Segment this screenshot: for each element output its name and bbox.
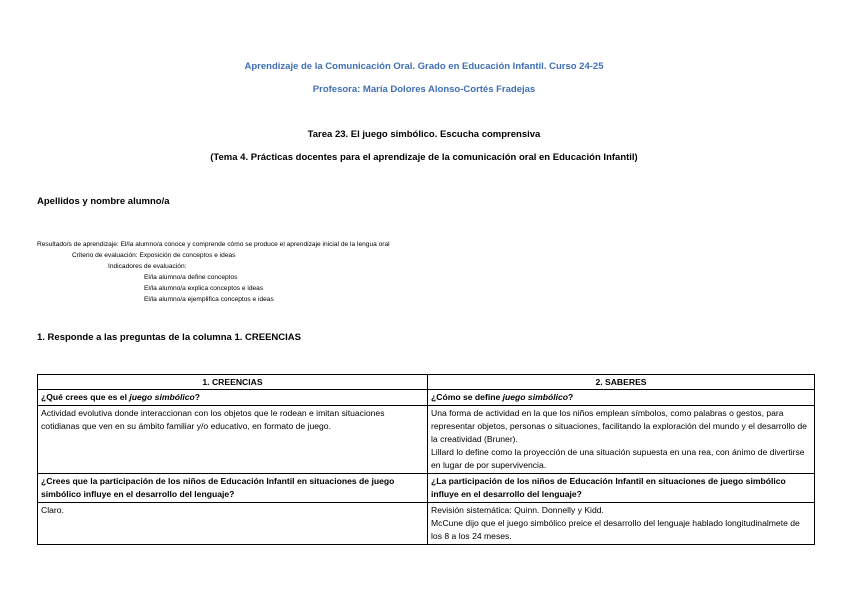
indicators-label: Indicadores de evaluación: <box>108 263 187 270</box>
question-term: juego simbólico <box>129 392 195 402</box>
answer-cell[interactable]: Claro. <box>38 503 428 545</box>
indicator-item: El/la alumno/a define conceptos <box>144 274 238 281</box>
question-text: ¿Cómo se define <box>431 392 503 402</box>
task-subtitle: (Tema 4. Prácticas docentes para el aprendizaje de la comunicación oral en Educación Infantil) <box>210 152 638 163</box>
answer-paragraph: Una forma de actividad en la que los niños emplean símbolos, como palabras o gestos, para representar objetos, personas o situaciones, facilitando la exploración del mundo y el desarrollo de la creatividad (Bruner). <box>431 408 807 444</box>
col-header-saberes: 2. SABERES <box>428 375 815 390</box>
col-header-creencias: 1. CREENCIAS <box>38 375 428 390</box>
question-cell <box>38 390 428 406</box>
beliefs-knowledge-table <box>37 374 815 545</box>
question-row <box>38 390 815 406</box>
instruction: 1. Responde a las preguntas de la columna 1. CREENCIAS <box>37 332 301 343</box>
evaluation-criterion: Criterio de evaluación: Exposición de conceptos e ideas <box>72 252 236 259</box>
answer-paragraph: McCune dijo que el juego simbólico preice el desarrollo del lenguaje hablado longitudinalmete de los 8 a los 24 meses. <box>431 518 800 541</box>
task-title: Tarea 23. El juego simbólico. Escucha comprensiva <box>307 129 541 140</box>
learning-outcome: Resultado/s de aprendizaje: El/la alumno/a conoce y comprende cómo se produce el aprendizaje inicial de la lengua oral <box>37 241 390 248</box>
answer-row <box>38 406 815 474</box>
answer-paragraph: Revisión sistemática: Quinn. Donnelly y Kidd. <box>431 505 604 515</box>
indicator-item: El/la alumno/a explica conceptos e ideas <box>144 285 264 292</box>
table-header-row <box>38 375 815 390</box>
answer-paragraph: Lillard lo define como la proyección de una situación supuesta en una rea, con ánimo de divertirse en lugar de por supervivencia. <box>431 447 805 470</box>
teacher-header: Profesora: María Dolores Alonso-Cortés Fradejas <box>312 84 536 95</box>
answer-row <box>38 503 815 545</box>
question-cell: ¿La participación de los niños de Educación Infantil en situaciones de juego simbólico influye en el desarrollo del lenguaje? <box>428 474 815 503</box>
question-text: ¿Qué crees que es el <box>41 392 130 402</box>
course-header: Aprendizaje de la Comunicación Oral. Grado en Educación Infantil. Curso 24-25 <box>244 61 604 72</box>
indicator-item: El/la alumno/a ejemplifica conceptos e ideas <box>144 296 274 303</box>
answer-cell <box>428 503 815 545</box>
question-row <box>38 474 815 503</box>
question-suffix: ? <box>194 392 201 402</box>
question-term: juego simbólico <box>502 392 569 402</box>
question-cell: ¿Crees que la participación de los niños de Educación Infantil en situaciones de juego simbólico influye en el desarrollo del lenguaje? <box>38 474 428 503</box>
answer-cell[interactable]: Actividad evolutiva donde interaccionan con los objetos que le rodean e imitan situaciones cotidianas que ven en su ámbito familiar y/o educativo, en formato de juego. <box>38 406 428 474</box>
question-cell <box>428 390 815 406</box>
student-name-label: Apellidos y nombre alumno/a <box>37 196 170 207</box>
question-suffix: ? <box>568 392 574 402</box>
answer-cell <box>428 406 815 474</box>
